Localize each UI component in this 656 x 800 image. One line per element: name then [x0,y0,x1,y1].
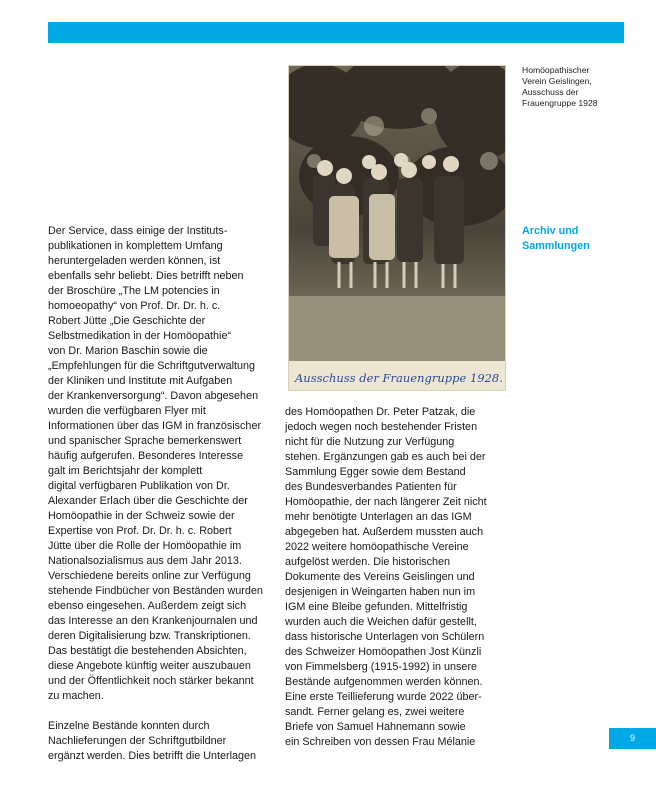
text-line: aufgelöst werden. Die historischen [285,556,451,568]
text-line: und der Öffentlichkeit noch stärker bekannt [48,675,254,687]
text-line: desjenigen in Weingarten haben nun im [285,586,476,598]
text-line: deren Digitalisierung bzw. Transkriptionen. [48,630,251,642]
text-line: das Interesse an den Krankenjournalen und [48,615,258,627]
top-accent-bar [48,22,624,43]
text-line: 2022 weitere homöopathische Vereine [285,541,469,553]
middle-text-column [285,405,510,750]
text-line: stehende Findbücher von Beständen wurden [48,585,263,597]
text-line: Nationalsozialismus aus dem Jahr 2013. [48,555,242,567]
text-line: mehr benötigte Unterlagen an das IGM [285,511,472,523]
section-heading-line: Archiv und [522,225,579,237]
text-line: diese Angebote künftig weiter auszubauen [48,660,251,672]
text-line: IGM eine Bleibe gefunden. Mittelfristig [285,601,468,613]
text-line: von Fimmelsberg (1915-1992) in unsere [285,661,478,673]
caption-line: Homöopathischer [522,65,590,75]
text-line: jedoch wegen noch bestehender Fristen [285,421,478,433]
body-paragraph [285,405,510,750]
text-line: „Empfehlungen für die Schriftgutverwaltung [48,360,256,372]
text-line: ebenfalls sehr beliebt. Dies betrifft neben [48,270,244,282]
text-line: dass historische Unterlagen von Schülern [285,631,485,643]
text-line: Bestände aufgenommen werden können. [285,676,483,688]
body-paragraph [48,719,273,764]
page-number: 9 [609,728,656,749]
text-line: Der Service, dass einige der Instituts- [48,225,228,237]
text-line: ein Schreiben von dessen Frau Mélanie [285,736,476,748]
text-line: Jütte über die Rolle der Homöopathie im [48,540,242,552]
text-line: Dokumente des Vereins Geislingen und [285,571,475,583]
text-line: Selbstmedikation in der Homöopathie“ [48,330,232,342]
text-line: Nachlieferungen der Schriftgutbildner [48,735,227,747]
caption-line: Verein Geislingen, [522,76,592,86]
text-line: Sammlung Egger sowie dem Bestand [285,466,466,478]
text-line: homoeopathy“ von Prof. Dr. Dr. h. c. [48,300,221,312]
text-line: ergänzt werden. Dies betrifft die Unterlagen [48,750,257,762]
caption-line: Ausschuss der [522,87,579,97]
section-heading [522,224,632,254]
text-line: Homöopathie, der nach längerer Zeit nicht [285,496,487,508]
text-line: Eine erste Teillieferung wurde 2022 über- [285,691,482,703]
text-line: häufig aufgerufen. Besonderes Interesse [48,450,244,462]
text-line: Das bestätigt die bestehenden Absichten, [48,645,247,657]
text-line: und spanischer Sprache bemerkenswert [48,435,242,447]
archive-photo [288,65,506,391]
text-line: Alexander Erlach über die Geschichte der [48,495,248,507]
text-line: Einzelne Bestände konnten durch [48,720,210,732]
text-line: von Dr. Marion Baschin sowie die [48,345,208,357]
left-text-column [48,224,273,764]
text-line: publikationen in komplettem Umfang [48,240,223,252]
text-line: ebenso eingesehen. Außerdem zeigt sich [48,600,247,612]
photo-caption [522,65,622,109]
text-line: sandt. Ferner gelang es, zwei weitere [285,706,465,718]
text-line: abgegeben hat. Außerdem mussten auch [285,526,484,538]
photo-inscription: Ausschuss der Frauengruppe 1928. [295,371,503,385]
text-line: nicht für die Nutzung zur Verfügung [285,436,455,448]
text-line: Verschiedene bereits online zur Verfügung [48,570,251,582]
text-line: zu machen. [48,690,104,702]
text-line: wurden die verfügbaren Flyer mit [48,405,206,417]
caption-line: Frauengruppe 1928 [522,98,598,108]
text-line: wurden auch die Weichen dafür gestellt, [285,616,477,628]
text-line: stehen. Ergänzungen gab es auch bei der [285,451,486,463]
section-heading-line: Sammlungen [522,240,590,252]
text-line: Briefe von Samuel Hahnemann sowie [285,721,466,733]
text-line: digital verfügbaren Publikation von Dr. [48,480,230,492]
text-line: Robert Jütte „Die Geschichte der [48,315,206,327]
text-line: heruntergeladen werden können, ist [48,255,221,267]
text-line: galt im Berichtsjahr der komplett [48,465,203,477]
text-line: des Bundesverbandes Patienten für [285,481,457,493]
text-line: des Homöopathen Dr. Peter Patzak, die [285,406,476,418]
text-line: der Kliniken und Institute mit Aufgaben [48,375,233,387]
text-line: des Schweizer Homöopathen Jost Künzli [285,646,482,658]
body-paragraph [48,224,273,704]
text-line: Expertise von Prof. Dr. Dr. h. c. Robert [48,525,232,537]
text-line: Homöopathie in der Schweiz sowie der [48,510,235,522]
text-line: Informationen über das IGM in französischer [48,420,262,432]
text-line: der Broschüre „The LM potencies in [48,285,220,297]
text-line: der Krankenversorgung“. Davon abgesehen [48,390,259,402]
